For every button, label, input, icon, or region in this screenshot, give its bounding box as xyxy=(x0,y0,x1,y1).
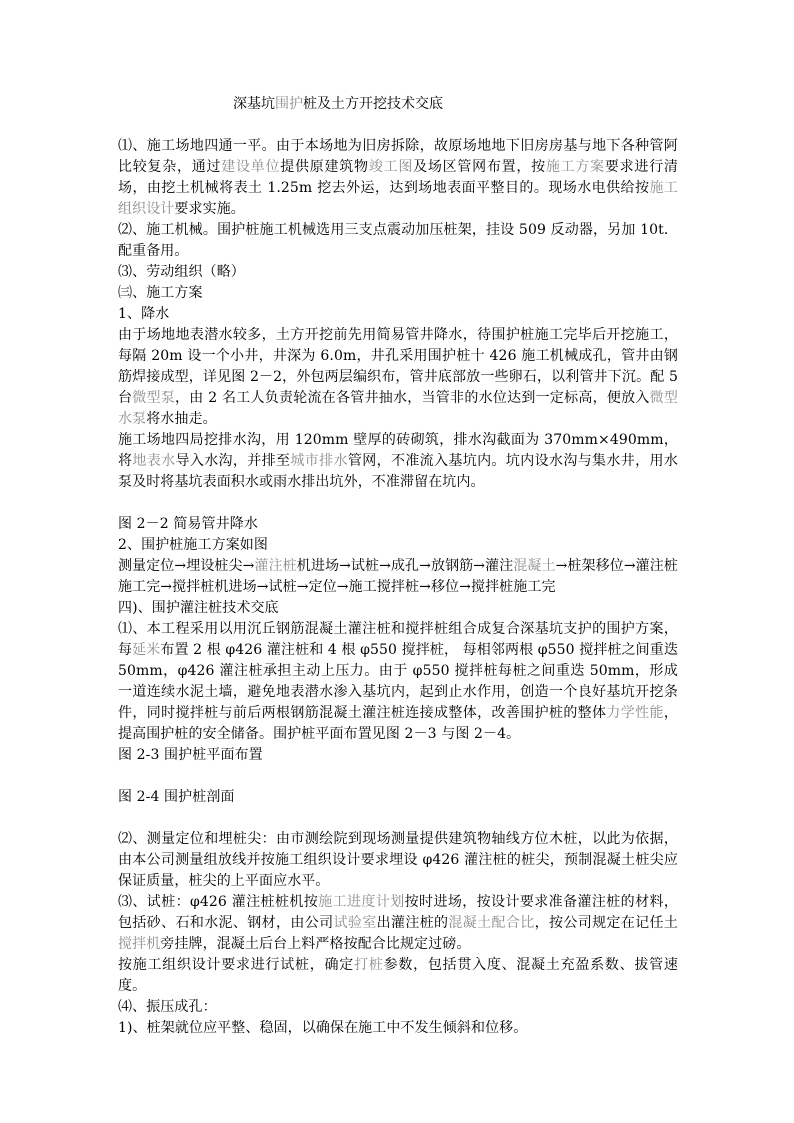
text: 参数，包括贯入度、混凝土充盈系数、拔管速度。 xyxy=(118,957,678,994)
text: →桩架移位→灌注桩施工完→搅拌桩机进场→试桩→定位→施工搅拌桩→移位→搅拌桩施工完 xyxy=(118,558,678,595)
text: 管网，不准流入基坑内。坑内设水沟与集水井，用水泵及时将基坑表面积水或雨水排出坑外，不准滞留在坑内。 xyxy=(118,453,678,490)
text: 旁挂牌，混凝土后台上料严格按配合比规定过磅。 xyxy=(160,936,471,952)
figure-caption-2-2: 图 2－2 简易管井降水 xyxy=(118,516,258,532)
text: 出灌注桩的 xyxy=(376,915,449,931)
keyword-link[interactable]: 微型水泵 xyxy=(118,390,678,427)
paragraph-surveying: ⑵、测量定位和埋桩尖：由市测绘院到现场测量提供建筑物轴线方位木桩，以此为依据，由本公司测量组放线并按施工组织设计要求埋设 φ426 灌注桩的桩尖，预制混凝土桩尖应保证质量，桩尖的上平面应水平。 xyxy=(118,831,678,889)
text: 测量定位→埋设桩尖→ xyxy=(118,558,255,574)
text: 布置 2 根 φ426 灌注桩和 4 根 φ550 搅拌桩， 每相邻两根 φ550 搅拌桩之间重迭 50mm，φ426 灌注桩承担主动上压力。由于 φ550 搅拌桩每桩之间重迭 50mm，形成一道连续水泥土墙，避免地表潜水渗入基坑内，起到止水作用，创造一个良好基坑开挖条件，同时搅拌桩与前后两根钢筋混凝土灌注桩连接成整体，改善围护桩的整体 xyxy=(118,642,678,721)
keyword-link[interactable]: 打桩 xyxy=(354,957,384,973)
text: 要求进行清场，由挖土机械将表土 1.25m 挖去外运，达到场地表面平整目的。现场水电供给按 xyxy=(118,159,679,196)
heading-dewatering: 1、降水 xyxy=(118,306,170,322)
paragraph-support-scheme xyxy=(118,619,678,745)
title-text: 桩及土方开挖技术交底 xyxy=(303,96,443,112)
text: 导入水沟，并排至 xyxy=(175,453,291,469)
text: 按施工组织设计要求进行试桩，确定 xyxy=(118,957,355,973)
text: ，由 2 名工人负责轮流在各管井抽水，当管非的水位达到一定标高，便放入 xyxy=(175,390,650,406)
text: 施工场地四局挖排水沟，用 120mm 壁厚的砖砌筑，排水沟截面为 370mm×490mm，将 xyxy=(118,432,678,469)
keyword-link[interactable]: 试验室 xyxy=(333,915,377,931)
paragraph-process-flow xyxy=(118,556,678,598)
blank-line xyxy=(118,808,678,829)
figure-caption-2-4: 图 2-4 围护桩剖面 xyxy=(118,789,235,805)
heading-construction-plan: ㈢、施工方案 xyxy=(118,285,203,301)
text: 及场区管网布置，按 xyxy=(413,159,546,175)
heading-bored-pile: 四)、围护灌注桩技术交底 xyxy=(118,600,279,616)
keyword-link[interactable]: 力学性能 xyxy=(606,705,664,721)
keyword-link[interactable]: 搅拌机 xyxy=(118,936,161,952)
text: 机进场→试桩→成孔→放钢筋→灌注 xyxy=(296,558,514,574)
keyword-link[interactable]: 灌注桩 xyxy=(254,558,297,574)
keyword-link[interactable]: 施工组织设计 xyxy=(118,180,678,217)
keyword-link[interactable]: 延米 xyxy=(132,642,161,658)
keyword-link[interactable]: 建设单位 xyxy=(221,159,281,175)
text: 由于场地地表潜水较多，土方开挖前先用简易管井降水，待围护桩施工完毕后开挖施工，每隔 20m 设一个小井，井深为 6.0m，井孔采用围护桩十 426 施工机械成孔，管井由钢筋焊接成型，详见图 2－2，外包两层编织布，管井底部放一些卵石，以利管井下沉。配 5 台 xyxy=(118,327,678,406)
keyword-link[interactable]: 混凝土 xyxy=(513,558,556,574)
document-body xyxy=(118,136,678,1039)
keyword-link[interactable]: 地表水 xyxy=(132,453,176,469)
text: 要求实施。 xyxy=(174,201,245,217)
title-text: 深基坑 xyxy=(233,96,275,112)
text: ⑴、施工场地四通一平。由于本场地为旧房拆除，故原场地地下旧房房基与地下各种管阿比较复杂，通过 xyxy=(118,138,678,175)
paragraph-drainage xyxy=(118,430,678,493)
blank-line xyxy=(118,493,678,514)
heading-pile-plan: 2、围护桩施工方案如图 xyxy=(118,537,269,553)
paragraph-rig-positioning: 1)、桩架就位应平整、稳固，以确保在施工中不发生倾斜和位移。 xyxy=(118,1020,528,1036)
text: 提供原建筑物 xyxy=(280,159,369,175)
text: 按时进场，按设计要求准备灌注桩的材料，包括砂、石和水泥、钢材，由公司 xyxy=(118,894,678,931)
text: ，按公司规定在记任土 xyxy=(534,915,679,931)
keyword-link[interactable]: 混凝土配合比 xyxy=(448,915,535,931)
paragraph-labor: ⑶、劳动组织（略） xyxy=(118,264,245,280)
paragraph-test-pile xyxy=(118,892,678,955)
title-link[interactable]: 围护 xyxy=(275,96,303,112)
keyword-link[interactable]: 竣工图 xyxy=(368,159,414,175)
keyword-link[interactable]: 施工方案 xyxy=(545,159,605,175)
paragraph-test-parameters xyxy=(118,955,678,997)
keyword-link[interactable]: 施工进度计划 xyxy=(318,894,405,910)
keyword-link[interactable]: 城市排水 xyxy=(290,453,348,469)
text: 将水抽走。 xyxy=(146,411,217,427)
heading-vibro-boring: ⑷、振压成孔： xyxy=(118,999,217,1015)
text: ⑶、试桩：φ426 灌注桩桩机按 xyxy=(118,894,319,910)
document-title xyxy=(233,94,443,115)
paragraph-machinery: ⑵、施工机械。围护桩施工机械选用三支点震动加压桩架，挂设 509 反动器，另加 10t．配重备用。 xyxy=(118,222,678,259)
keyword-link[interactable]: 微型泵 xyxy=(132,390,176,406)
paragraph-dewatering xyxy=(118,325,678,430)
paragraph-site-preparation xyxy=(118,136,678,220)
figure-caption-2-3: 图 2-3 围护桩平面布置 xyxy=(118,747,263,763)
text: ⑴、本工程采用以用沉丘钢筋混凝土灌注桩和搅拌桩组合成复合深基坑支护的围护方案，每 xyxy=(118,621,678,658)
text: ，提高围护桩的安全储备。围护桩平面布置见图 2－3 与图 2－4。 xyxy=(118,705,678,742)
blank-line xyxy=(118,766,678,787)
